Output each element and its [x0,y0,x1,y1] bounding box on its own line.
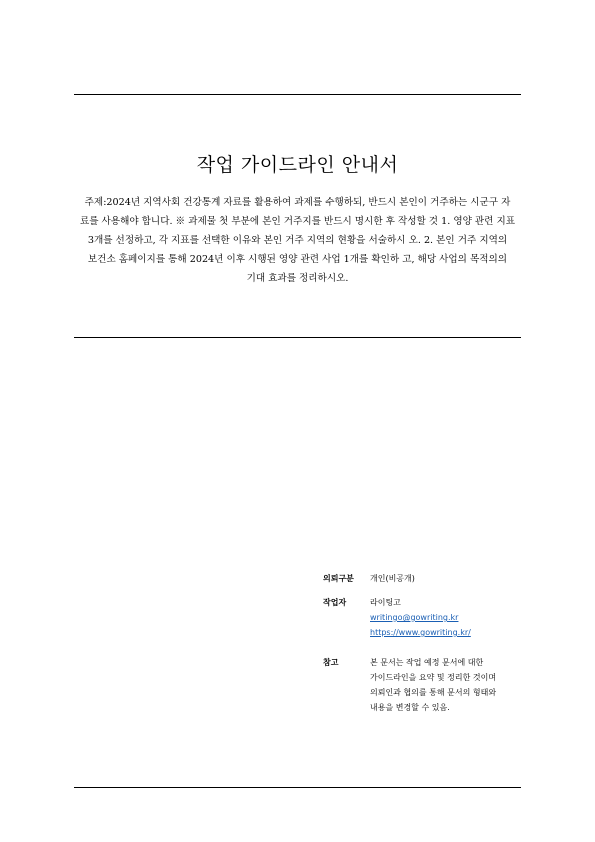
author-email-link[interactable]: writingo@gowriting.kr [370,613,459,622]
note-line: 가이드라인을 요약 및 정리한 것이며 [370,673,497,682]
bottom-divider [74,787,521,788]
middle-divider [74,337,521,338]
author-website-link[interactable]: https://www.gowriting.kr/ [370,628,471,637]
note-label: 참고 [323,658,339,667]
note-line: 의뢰인과 협의를 통해 문서의 형태와 [370,688,497,697]
author-value [370,595,530,640]
note-line: 내용을 변경할 수 있음. [370,703,450,712]
note-text [370,655,530,715]
request-type-label: 의뢰구분 [323,574,354,583]
note-line: 본 문서는 작업 예정 문서에 대한 [370,658,484,667]
document-title: 작업 가이드라인 안내서 [196,154,399,176]
request-type-value: 개인(비공개) [370,574,415,583]
top-divider [74,94,521,95]
document-body: 주제:2024년 지역사회 건강통계 자료를 활용하여 과제를 수행하되, 반드시 본인이 거주하는 시군구 자 료를 사용해야 합니다. ※ 과제물 첫 부분에 본인 거주지를 반드시 명시한 후 작성할 것 1. 영양 관련 지표 3개를 선정하고, 각 지표를 선택한 이유와 본인 거주 지역의 현황을 서술하시 오. 2. 본인 거주 지역의 보건소 홈페이지를 통해 2024년 이후 시행된 영양 관련 사업 1개를 확인하 고, 해당 사업의 목적의의 기대 효과를 정리하시오. [79,197,516,284]
author-label: 작업자 [323,598,347,607]
author-name: 라이팅고 [370,598,401,607]
